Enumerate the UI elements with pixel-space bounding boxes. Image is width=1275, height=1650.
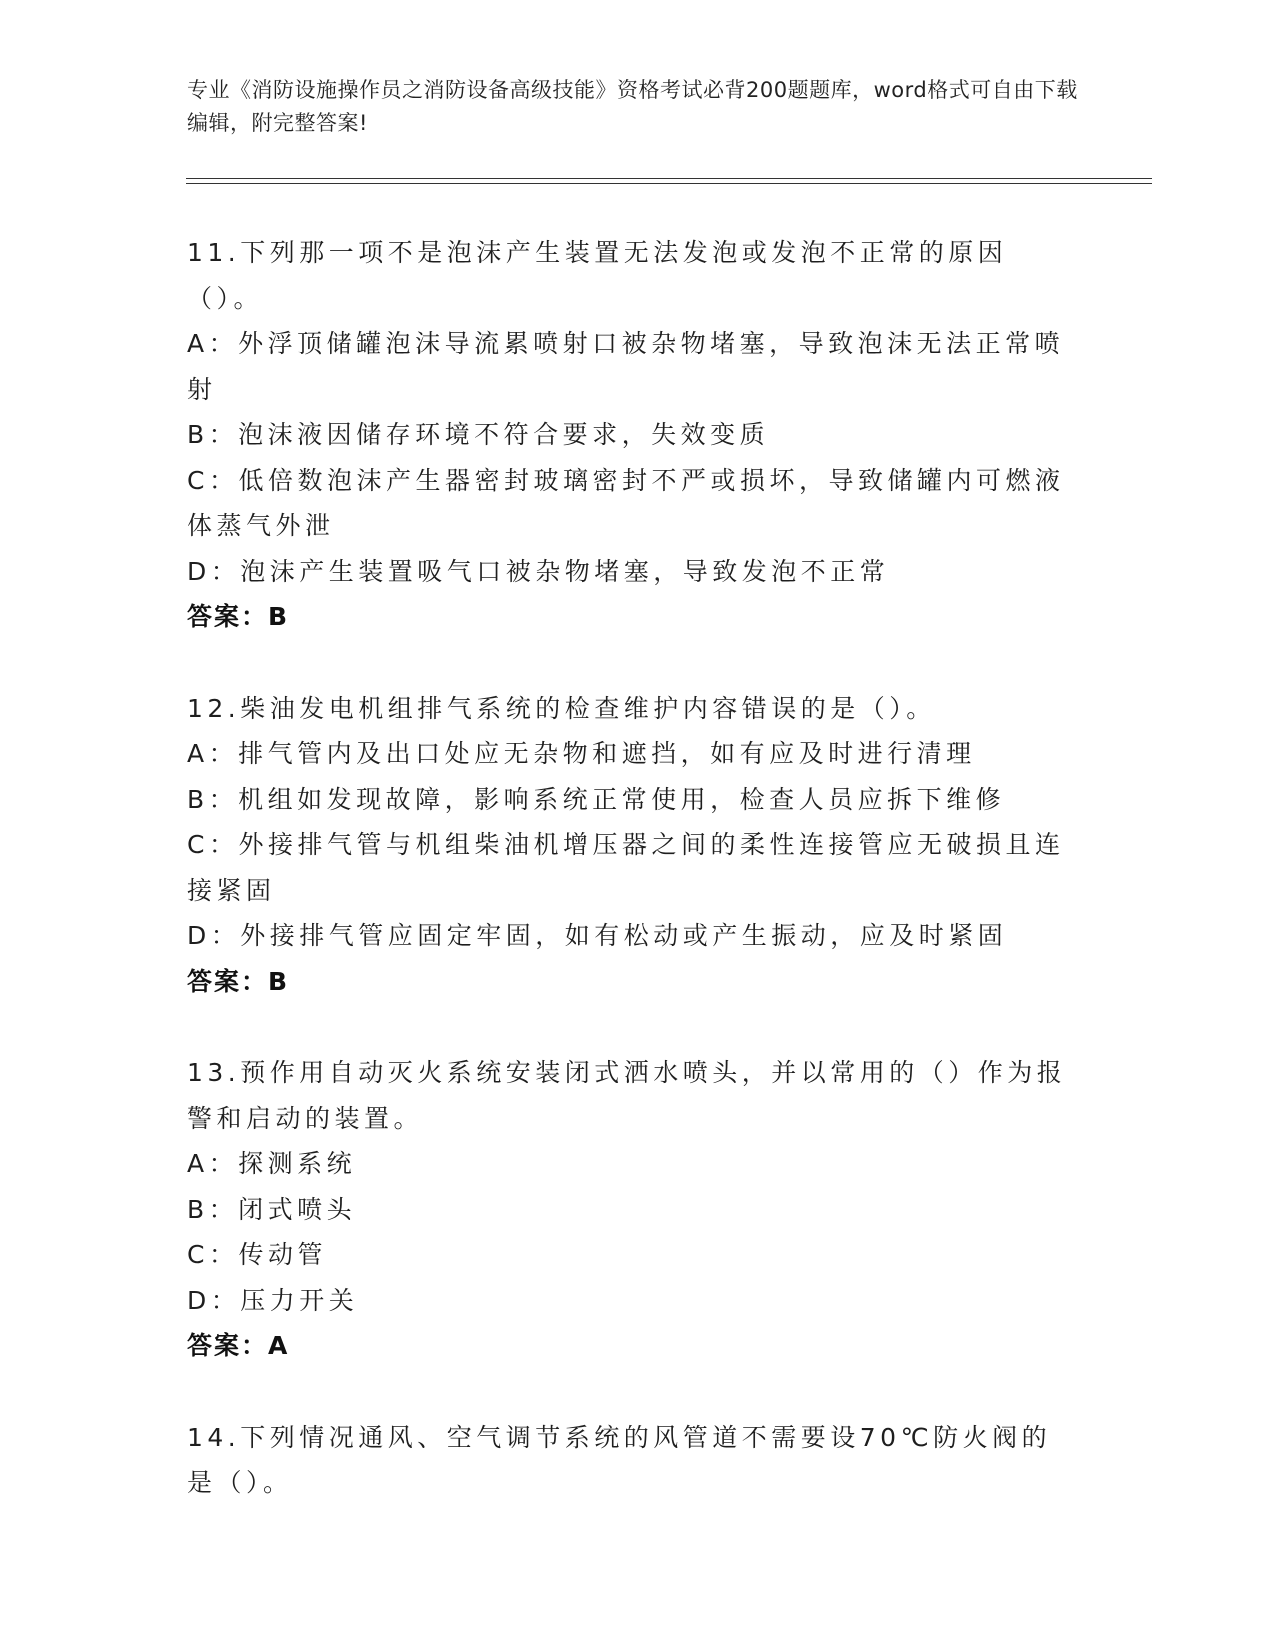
option-c: C：传动管	[187, 1240, 327, 1269]
question-12	[187, 686, 1077, 1005]
option-d: D：压力开关	[187, 1285, 359, 1315]
question-stem: 13.预作用自动灭火系统安装闭式洒水喷头，并以常用的（）作为报警和启动的装置。	[187, 1058, 1067, 1133]
option-d: D：泡沫产生装置吸气口被杂物堵塞，导致发泡不正常	[187, 556, 890, 586]
question-11	[187, 230, 1077, 640]
document-header: 专业《消防设施操作员之消防设备高级技能》资格考试必背200题题库，word格式可自由下载编辑，附完整答案!	[187, 78, 1078, 135]
question-14	[187, 1415, 1077, 1506]
header-divider-bottom	[186, 183, 1152, 184]
header-divider-top	[186, 178, 1152, 179]
option-a: A：探测系统	[187, 1149, 357, 1178]
option-b: B：机组如发现故障，影响系统正常使用，检查人员应拆下维修	[187, 784, 1006, 814]
option-c: C：外接排气管与机组柴油机增压器之间的柔性连接管应无破损且连接紧固	[187, 830, 1065, 905]
answer-label: 答案：A	[187, 1331, 290, 1360]
option-b: B：闭式喷头	[187, 1194, 357, 1224]
option-a: A：外浮顶储罐泡沫导流累喷射口被杂物堵塞，导致泡沫无法正常喷射	[187, 329, 1065, 404]
question-stem: 14.下列情况通风、空气调节系统的风管道不需要设70℃防火阀的是（）。	[187, 1422, 1052, 1497]
option-c: C：低倍数泡沫产生器密封玻璃密封不严或损坏，导致储罐内可燃液体蒸气外泄	[187, 465, 1065, 540]
answer-label: 答案：B	[187, 602, 290, 631]
option-a: A：排气管内及出口处应无杂物和遮挡，如有应及时进行清理	[187, 739, 976, 768]
answer-label: 答案：B	[187, 966, 290, 996]
question-stem: 12.柴油发电机组排气系统的检查维护内容错误的是（）。	[187, 693, 936, 723]
question-list	[187, 230, 1077, 1552]
question-stem: 11.下列那一项不是泡沫产生装置无法发泡或发泡不正常的原因（）。	[187, 238, 1008, 313]
question-13	[187, 1050, 1077, 1369]
option-b: B：泡沫液因储存环境不符合要求，失效变质	[187, 420, 770, 449]
option-d: D：外接排气管应固定牢固，如有松动或产生振动，应及时紧固	[187, 921, 1008, 950]
